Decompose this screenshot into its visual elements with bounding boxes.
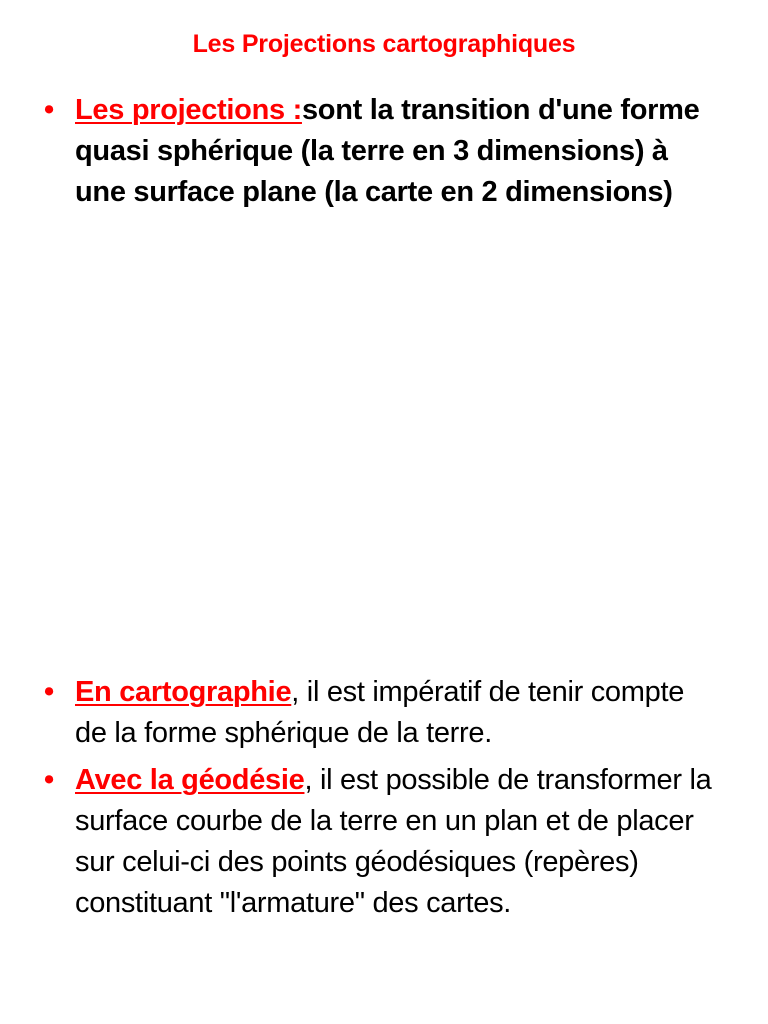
bullet-text: , il est impératif de tenir compte de la forme sphérique de la terre. — [75, 676, 685, 749]
bullet-content — [75, 90, 714, 213]
bullet-dot: • — [44, 676, 54, 708]
bullet-cartographie — [44, 672, 714, 754]
bullet-text: , il est possible de transformer la surface courbe de la terre en un plan et de placer sur celui-ci des points géodésiques (repères) constituant "l'armature" des cartes. — [75, 764, 712, 919]
bullet-term: Avec la géodésie — [75, 764, 305, 796]
bullet-term: Les projections : — [75, 94, 302, 126]
bullet-geodesie — [44, 760, 714, 924]
slide-title: Les Projections cartographiques — [192, 30, 576, 58]
bullet-projections — [44, 90, 714, 213]
bullet-content — [75, 672, 714, 754]
bullet-dot: • — [44, 764, 54, 796]
bullet-dot: • — [44, 94, 54, 126]
bullet-term: En cartographie — [75, 676, 292, 708]
bullet-text: sont la transition d'une forme quasi sphérique (la terre en 3 dimensions) à une surface plane (la carte en 2 dimensions) — [75, 94, 700, 208]
bullet-content — [75, 760, 714, 924]
